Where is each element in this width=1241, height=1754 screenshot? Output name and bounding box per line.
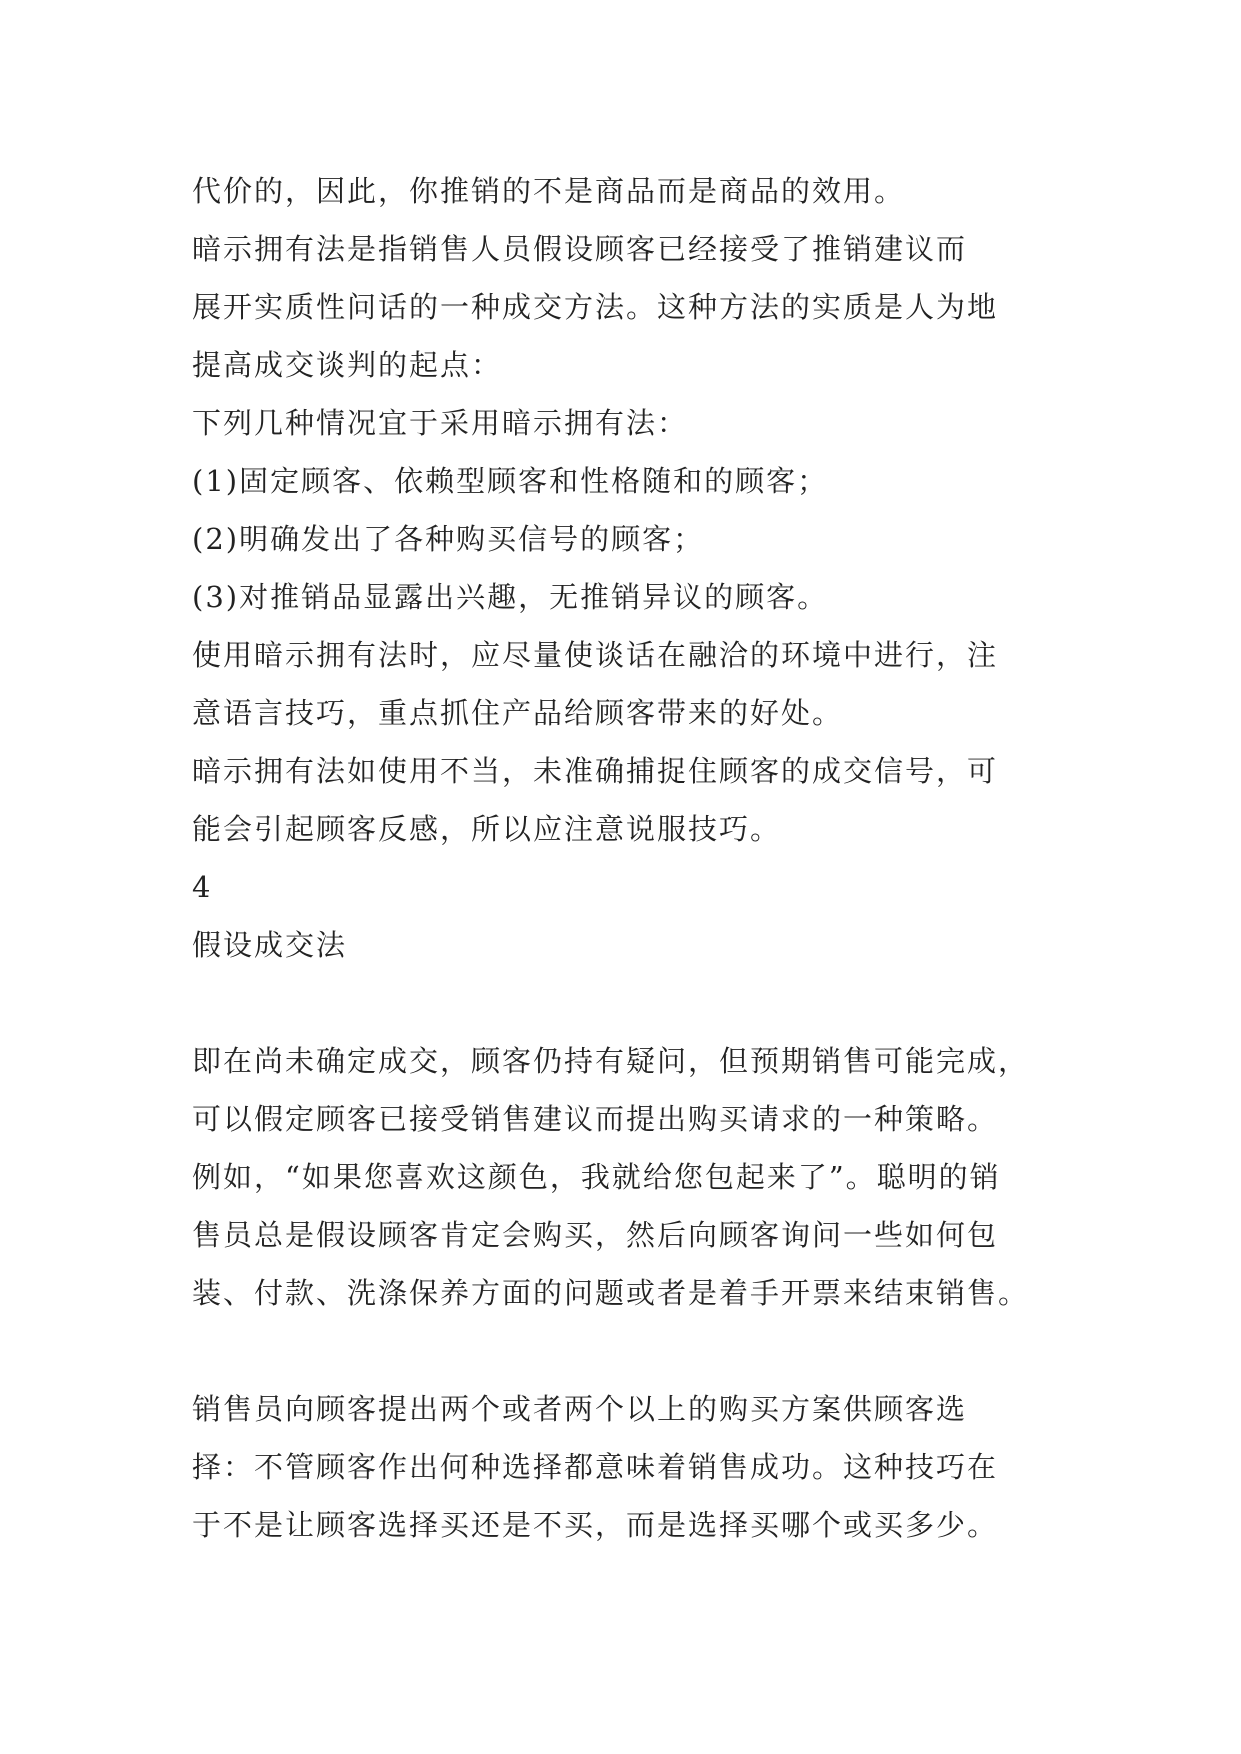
text-line: 暗示拥有法是指销售人员假设顾客已经接受了推销建议而 — [192, 232, 968, 266]
text-line: 销售员向顾客提出两个或者两个以上的购买方案供顾客选 — [192, 1392, 968, 1426]
section-heading: 假设成交法 — [192, 928, 348, 962]
text-line: 能会引起顾客反感，所以应注意说服技巧。 — [192, 812, 782, 846]
paragraph-gap — [192, 974, 1072, 1032]
list-item: (2)明确发出了各种购买信号的顾客； — [192, 522, 705, 556]
text-line: 意语言技巧，重点抓住产品给顾客带来的好处。 — [192, 696, 844, 730]
text-line: 择：不管顾客作出何种选择都意味着销售成功。这种技巧在 — [192, 1450, 999, 1484]
text-line: 即在尚未确定成交，顾客仍持有疑问，但预期销售可能完成， — [192, 1044, 1030, 1078]
text-line: 使用暗示拥有法时，应尽量使谈话在融洽的环境中进行，注 — [192, 638, 999, 672]
text-line: 可以假定顾客已接受销售建议而提出购买请求的一种策略。 — [192, 1102, 999, 1136]
text-line: 于不是让顾客选择买还是不买，而是选择买哪个或买多少。 — [192, 1508, 999, 1542]
text-line: 暗示拥有法如使用不当，未准确捕捉住顾客的成交信号，可 — [192, 754, 999, 788]
text-line: 例如，“如果您喜欢这颜色，我就给您包起来了”。聪明的销 — [192, 1160, 1001, 1194]
document-page — [192, 162, 1072, 1554]
text-line: 提高成交谈判的起点： — [192, 348, 503, 382]
text-line: 下列几种情况宜于采用暗示拥有法： — [192, 406, 689, 440]
text-line: 展开实质性问话的一种成交方法。这种方法的实质是人为地 — [192, 290, 999, 324]
paragraph-gap — [192, 1322, 1072, 1380]
text-line: 装、付款、洗涤保养方面的问题或者是着手开票来结束销售。 — [192, 1276, 1030, 1310]
text-line: 售员总是假设顾客肯定会购买，然后向顾客询问一些如何包 — [192, 1218, 999, 1252]
list-item: (1)固定顾客、依赖型顾客和性格随和的顾客； — [192, 464, 829, 498]
section-number: 4 — [192, 870, 213, 904]
list-item: (3)对推销品显露出兴趣，无推销异议的顾客。 — [192, 580, 829, 614]
text-line: 代价的，因此，你推销的不是商品而是商品的效用。 — [192, 174, 906, 208]
